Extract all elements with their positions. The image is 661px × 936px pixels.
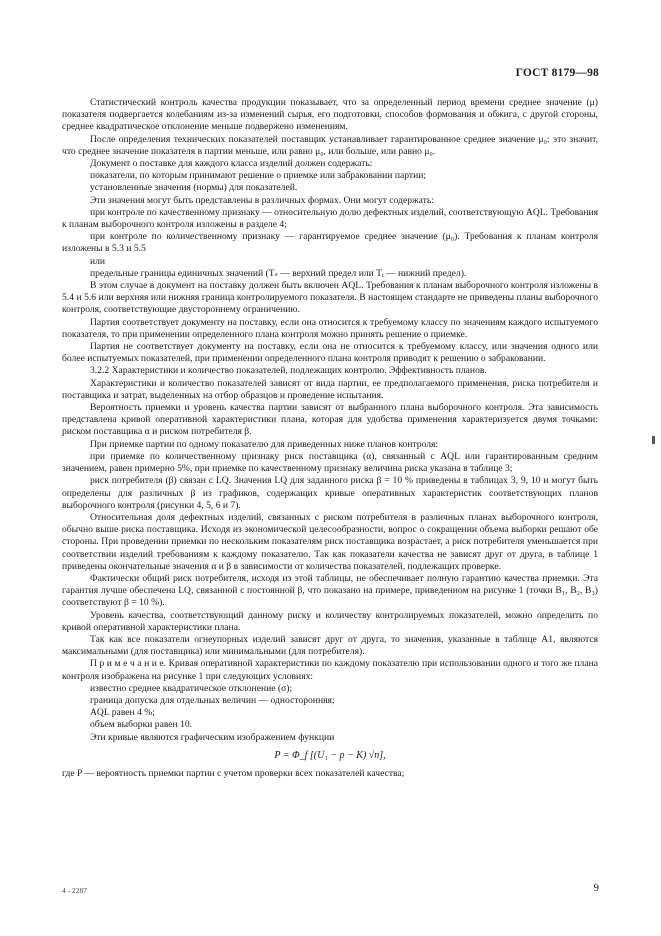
paragraph: Характеристики и количество показателей зависят от вида партии, ее предполагаемого применения, риска потребителя и поставщика и затрат, выделенных на отбор образцов и проведение испытания. (62, 377, 598, 401)
paragraph: известно среднее квадратическое отклонение (σ); (90, 682, 293, 694)
paragraph: При приемке партии по одному показателю для приведенных ниже планов контроля: (90, 438, 439, 450)
paragraph: где P — вероятность приемки партии с учетом проверки всех показателей качества; (62, 767, 405, 779)
paragraph: Эти кривые являются графическим изображением функции (90, 731, 335, 743)
paragraph: предельные границы единичных значений (Tₛ — верхний предел или Tᵢ — нижний предел). (90, 267, 467, 279)
print-code: 4 - 2287 (62, 886, 87, 895)
paragraph: Уровень качества, соответствующий данному риску и количеству контролируемых показателей, можно определить по кривой оперативной характеристики плана. (62, 609, 598, 633)
margin-mark (652, 436, 655, 444)
paragraph: Относительная доля дефектных изделий, связанных с риском потребителя в различных планах выборочного контроля, обычно выше риска поставщика. Исходя из экономической целесообразности, вопрос о сокращении объема выборки решают обе стороны. При проведении приемки по нескольким показателям риск поставщика возрастает, а риск потребителя уменьшается при соответствии изделий требованиям к каждому показателю. Так как показатели качества не зависят друг от друга, в таблице 1 приведены окончательные значения α и β в зависимости от количества показателей, подлежащих проверке. (62, 511, 598, 572)
paragraph: Документ о поставке для каждого класса изделий должен содержать: (90, 158, 373, 170)
paragraph: риск потребителя (β) связан с LQ. Значения LQ для заданного риска β = 10 % приведены в таблицах 3, 9, 10 и могут быть определены для различных β из графиков, содержащих кривые оперативных характеристик соответствующих планов выборочного контроля (рисунки 4, 5, 6 и 7). (62, 475, 598, 511)
paragraph: Фактически общий риск потребителя, исходя из этой таблицы, не обеспечивает полную гарантию качества приемки. Эта гарантия лучше обеспечена LQ, связанной с постоянной β, что показано на примере, приведенном на рисунке 1 (точки B₁, B₂, B₃) соответствуют β = 10 %). (62, 572, 598, 609)
paragraph: показатели, по которым принимают решение о приемке или забраковании партии; (90, 170, 427, 182)
note-paragraph: П р и м е ч а н и е. Кривая оперативной характеристики по каждому показателю при использовании одного и того же плана контроля изображена на рисунке 1 при следующих условиях: (62, 658, 598, 682)
paragraph: Вероятность приемки и уровень качества партии зависят от выбранного плана выборочного контроля. Эта зависимость представлена кривой оперативной характеристики плана, которая для удобства применения характеризуется двумя точками: риском поставщика α и риском потребителя β. (62, 402, 598, 438)
paragraph: Партия не соответствует документу на поставку, если она не относится к требуемому классу, или значения одного или более испытуемых показателей, при применении определенного плана контроля приводят к решению о забраковании. (62, 341, 598, 365)
section-heading: 3.2.2 Характеристики и количество показателей, подлежащих контролю. Эффективность планов. (90, 365, 487, 377)
body-text (62, 97, 598, 780)
paragraph: Партия соответствует документу на поставку, если она относится к требуемому классу по значениям каждого испытуемого показателя, то при применении определенного плана контроля можно принять решение о приемке. (62, 316, 598, 340)
paragraph: Эти значения могут быть представлены в различных формах. Они могут содержать: (90, 194, 434, 206)
paragraph: или (90, 255, 106, 267)
paragraph: AQL равен 4 %; (90, 707, 155, 719)
paragraph: После определения технических показателей поставщик устанавливает гарантированное среднее значение μ₀: это значит, что среднее значение показателя в партии меньше, или равно μ₀, или больше, или равно μ₀. (62, 133, 598, 157)
paragraph: при контроле по качественному признаку — относительную долю дефектных изделий, соответствующую AQL. Требования к планам выборочного контроля изложены в разделе 4; (62, 206, 598, 231)
document-header: ГОСТ 8179—98 (515, 67, 599, 79)
paragraph: при контроле по количественному признаку — гарантируемое среднее значение (μ₀). Требования к планам контроля изложены в 5.3 и 5.5 (62, 231, 598, 255)
paragraph: объем выборки равен 10. (90, 719, 193, 731)
page-number: 9 (593, 882, 599, 894)
paragraph: Так как все показатели огнеупорных изделий зависят друг от друга, то значения, указанные в таблице А1, являются максимальными (для поставщика) или минимальными (для потребителя). (62, 633, 598, 658)
formula: P = Φ_f [(U₁ − p − K) √n], (274, 749, 386, 761)
paragraph: при приемке по количественному признаку риск поставщика (α), связанный с AQL или гарантированным средним значением, равен примерно 5%, при приемке по качественному признаку величина риска указана в таблице 3; (62, 450, 598, 475)
paragraph: Статистический контроль качества продукции показывает, что за определенный период времени среднее значение (μ) показателя подвергается колебаниям из-за изменений сырья, его подготовки, способов формования и обжига, с другой стороны, среднее квадратическое отклонение меньше подвержено изменениям. (62, 97, 598, 133)
paragraph: В этом случае в документ на поставку должен быть включен AQL. Требования к планам выборочного контроля изложены в 5.4 и 5.6 или верхняя или нижняя граница контролируемого показателя. В настоящем стандарте не приведены планы выборочного контроля, соответствующие двустороннему ограничению. (62, 280, 598, 316)
paragraph: установленные значения (нормы) для показателей. (90, 182, 298, 194)
paragraph: граница допуска для отдельных величин — односторонняя; (90, 694, 335, 706)
